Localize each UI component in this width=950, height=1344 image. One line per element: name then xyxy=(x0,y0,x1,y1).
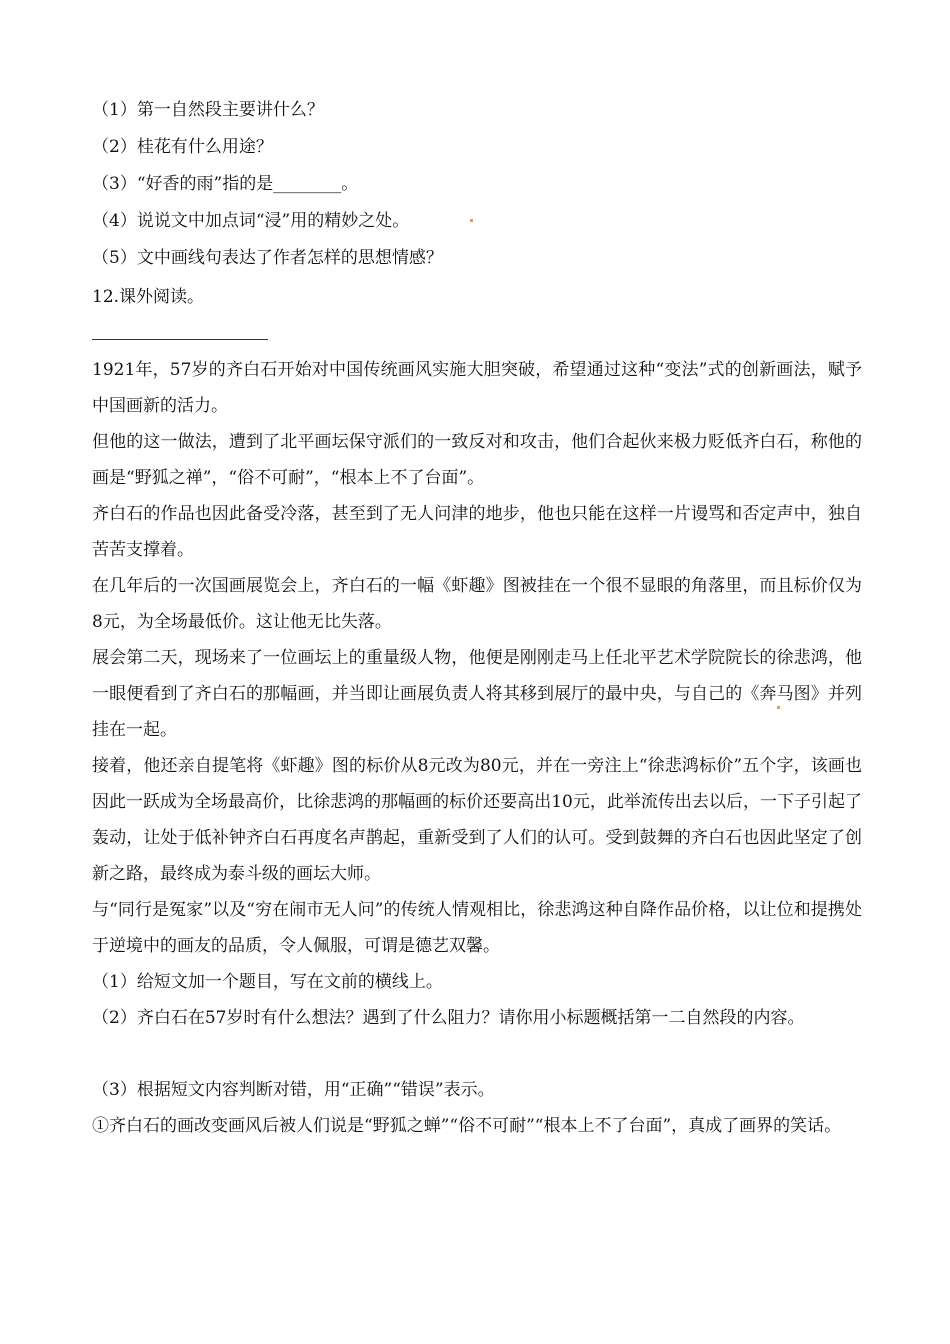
stray-mark xyxy=(470,219,473,222)
question-b2: （2）齐白石在57岁时有什么想法？遇到了什么阻力？请你用小标题概括第一二自然段的内容。 xyxy=(92,1008,805,1028)
paragraph-2: 但他的这一做法，遭到了北平画坛保守派们的一致反对和攻击，他们合起伙来极力贬低齐白石，称他的画是“野狐之禅”，“俗不可耐”，“根本上不了台面”。 xyxy=(92,432,862,488)
question-b1: （1）给短文加一个题目，写在文前的横线上。 xyxy=(92,972,443,992)
paragraph-6: 接着，他还亲自提笔将《虾趣》图的标价从8元改为80元，并在一旁注上“徐悲鸿标价”五个字，该画也因此一跃成为全场最高价，比徐悲鸿的那幅画的标价还要高出10元，此举流传出去以后，一下子引起了轰动，让处于低补钟齐白石再度名声鹊起，重新受到了人们的认可。受到鼓舞的齐白石也因此坚定了创新之路，最终成为泰斗级的画坛大师。 xyxy=(92,756,862,884)
question-b3: （3）根据短文内容判断对错，用“正确”“错误”表示。 xyxy=(92,1080,495,1100)
section-title: 12.课外阅读。 xyxy=(92,287,205,307)
question-1: （1）第一自然段主要讲什么？ xyxy=(92,100,324,120)
paragraph-1: 1921年，57岁的齐白石开始对中国传统画风实施大胆突破，希望通过这种“变法”式的创新画法，赋予中国画新的活力。 xyxy=(92,360,862,416)
paragraph-3: 齐白石的作品也因此备受冷落，甚至到了无人问津的地步，他也只能在这样一片谩骂和否定声中，独自苦苦支撑着。 xyxy=(92,504,862,560)
paragraph-5: 展会第二天，现场来了一位画坛上的重量级人物，他便是刚刚走马上任北平艺术学院院长的徐悲鸿，他一眼便看到了齐白石的那幅画，并当即让画展负责人将其移到展厅的最中央，与自己的《奔马图》并列挂在一起。 xyxy=(92,648,862,740)
question-b4: ①齐白石的画改变画风后被人们说是“野狐之蝉”“俗不可耐”“根本上不了台面”，真成了画界的笑话。 xyxy=(92,1116,842,1136)
paragraph-4: 在几年后的一次国画展览会上，齐白石的一幅《虾趣》图被挂在一个很不显眼的角落里，而且标价仅为8元，为全场最低价。这让他无比失落。 xyxy=(92,576,862,632)
paragraph-7: 与“同行是冤家”以及“穷在闹市无人问”的传统人情观相比，徐悲鸿这种自降作品价格，以让位和提携处于逆境中的画友的品质，令人佩服，可谓是德艺双馨。 xyxy=(92,900,862,956)
question-2: （2）桂花有什么用途？ xyxy=(92,137,273,157)
question-4: （4）说说文中加点词“浸”用的精妙之处。 xyxy=(92,211,410,231)
title-answer-line xyxy=(92,339,268,340)
question-5: （5）文中画线句表达了作者怎样的思想情感？ xyxy=(92,248,443,268)
stray-mark xyxy=(777,706,780,709)
question-3: （3）“好香的雨”指的是________。 xyxy=(92,174,359,194)
